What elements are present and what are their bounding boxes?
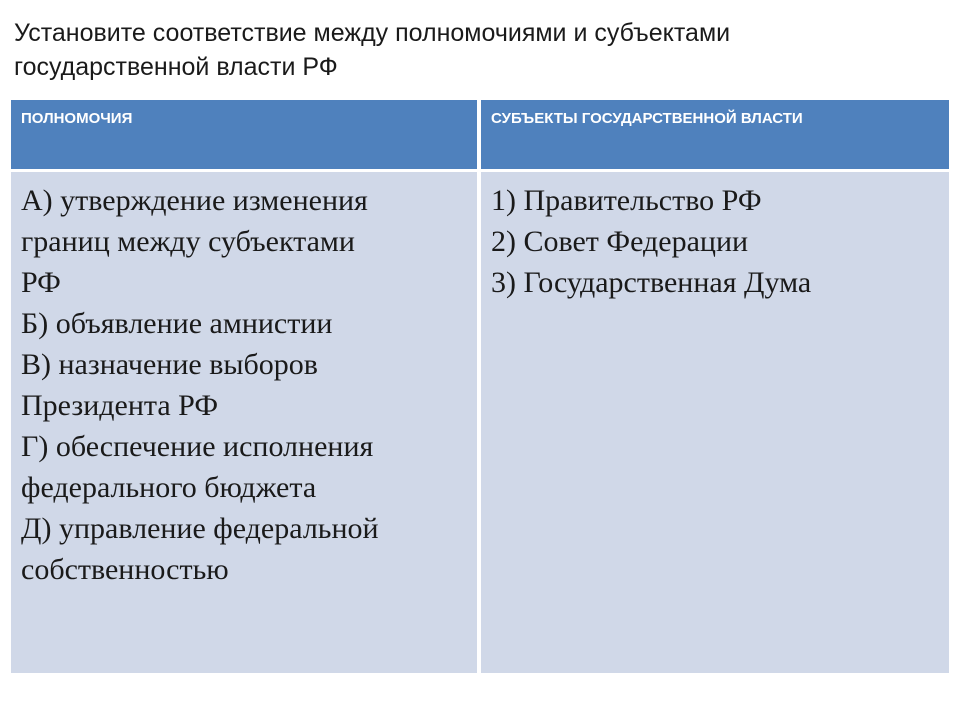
subject-line: 3) Государственная Дума: [491, 266, 812, 299]
power-line: РФ: [21, 266, 61, 299]
subject-line: 1) Правительство РФ: [491, 184, 762, 217]
power-line: границ между субъектами: [21, 225, 355, 258]
question-title: [14, 16, 944, 84]
power-line: федерального бюджета: [21, 471, 317, 504]
power-line: В) назначение выборов: [21, 348, 318, 381]
header-subjects: СУБЪЕКТЫ ГОСУДАРСТВЕННОЙ ВЛАСТИ: [481, 100, 949, 169]
matching-table: [11, 100, 949, 673]
header-powers: ПОЛНОМОЧИЯ: [11, 100, 477, 169]
power-line: собственностью: [21, 553, 229, 586]
title-line-1: Установите соответствие между полномочиями и субъектами: [14, 19, 731, 47]
title-line-2: государственной власти РФ: [14, 53, 338, 81]
subject-line: 2) Совет Федерации: [491, 225, 749, 258]
subjects-cell: [481, 172, 949, 673]
power-line: Президента РФ: [21, 389, 219, 422]
power-line: Д) управление федеральной: [21, 512, 379, 545]
power-line: Г) обеспечение исполнения: [21, 430, 374, 463]
power-line: Б) объявление амнистии: [21, 307, 333, 340]
power-line: А) утверждение изменения: [21, 184, 368, 217]
powers-cell: [11, 172, 477, 673]
